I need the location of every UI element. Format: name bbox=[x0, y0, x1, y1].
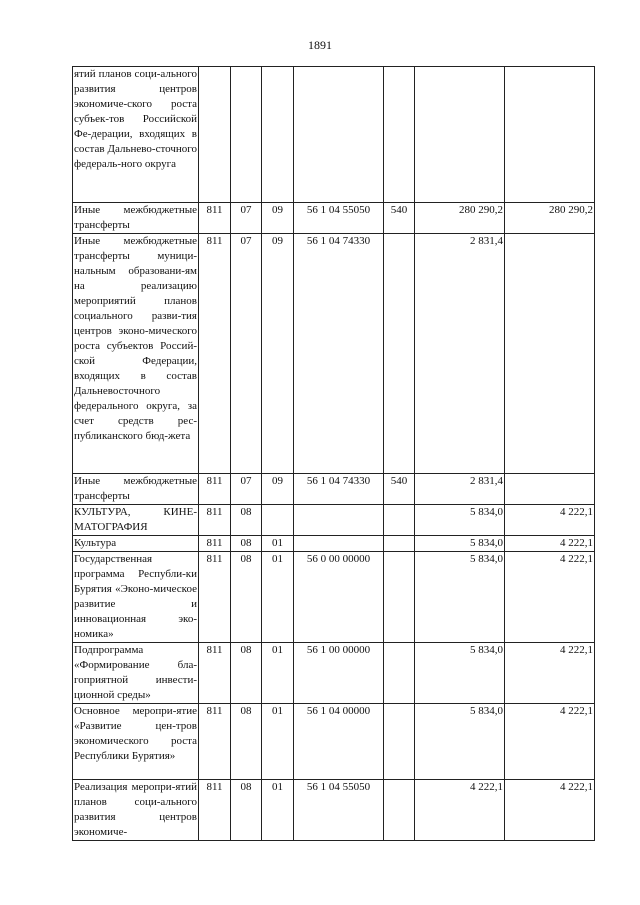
target-article-cell bbox=[294, 67, 384, 203]
amount-first-cell: 5 834,0 bbox=[415, 552, 505, 643]
target-article-cell bbox=[294, 536, 384, 552]
section-code-cell: 08 bbox=[231, 552, 262, 643]
row-name: Основное меропри-ятие «Развитие цен-тров экономического роста Республики Бурятия» bbox=[74, 705, 197, 762]
ministry-code-cell: 811 bbox=[199, 505, 231, 536]
subsection-code-cell: 09 bbox=[262, 234, 294, 474]
table-row bbox=[73, 536, 595, 552]
row-name-cell bbox=[73, 67, 199, 203]
ministry-code-cell: 811 bbox=[199, 552, 231, 643]
row-name: Иные межбюджетные трансферты bbox=[74, 204, 197, 231]
page-number: 1891 bbox=[308, 38, 332, 52]
ministry-code-cell: 811 bbox=[199, 643, 231, 704]
section-code-cell: 08 bbox=[231, 704, 262, 780]
section-code-cell: 08 bbox=[231, 643, 262, 704]
expense-type-cell bbox=[384, 552, 415, 643]
row-name-cell bbox=[73, 780, 199, 841]
subsection-code-cell: 01 bbox=[262, 536, 294, 552]
expense-type-cell bbox=[384, 536, 415, 552]
subsection-code-cell bbox=[262, 67, 294, 203]
row-name-cell bbox=[73, 234, 199, 474]
section-code-cell: 07 bbox=[231, 203, 262, 234]
amount-first-cell bbox=[415, 67, 505, 203]
row-name-cell bbox=[73, 203, 199, 234]
ministry-code-cell: 811 bbox=[199, 203, 231, 234]
target-article-cell: 56 1 04 55050 bbox=[294, 203, 384, 234]
amount-first-cell: 5 834,0 bbox=[415, 536, 505, 552]
amount-second-cell bbox=[505, 474, 595, 505]
table-row bbox=[73, 780, 595, 841]
section-code-cell: 08 bbox=[231, 505, 262, 536]
amount-first-cell: 4 222,1 bbox=[415, 780, 505, 841]
ministry-code-cell: 811 bbox=[199, 780, 231, 841]
ministry-code-cell: 811 bbox=[199, 536, 231, 552]
row-name: Реализация меропри-ятий планов соци-ального развития центров экономиче- bbox=[74, 781, 197, 838]
expense-type-cell bbox=[384, 704, 415, 780]
row-name-cell bbox=[73, 643, 199, 704]
amount-first-cell: 2 831,4 bbox=[415, 234, 505, 474]
row-name-cell bbox=[73, 536, 199, 552]
target-article-cell: 56 1 04 74330 bbox=[294, 234, 384, 474]
row-name: КУЛЬТУРА, КИНЕ-МАТОГРАФИЯ bbox=[74, 506, 197, 533]
expense-type-cell bbox=[384, 780, 415, 841]
expense-type-cell: 540 bbox=[384, 474, 415, 505]
expense-type-cell: 540 bbox=[384, 203, 415, 234]
row-name-cell bbox=[73, 704, 199, 780]
amount-second-cell: 4 222,1 bbox=[505, 536, 595, 552]
amount-second-cell bbox=[505, 67, 595, 203]
row-name: ятий планов соци-ального развития центров экономиче-ского роста субъек-тов Российской Фе-дерации, входящих в состав Дальнево-сточного федераль-ного округа bbox=[74, 68, 197, 170]
table-row bbox=[73, 505, 595, 536]
budget-table-body bbox=[73, 67, 595, 841]
section-code-cell: 07 bbox=[231, 234, 262, 474]
amount-first-cell: 5 834,0 bbox=[415, 643, 505, 704]
row-name-cell bbox=[73, 552, 199, 643]
section-code-cell: 08 bbox=[231, 536, 262, 552]
ministry-code-cell: 811 bbox=[199, 474, 231, 505]
subsection-code-cell: 01 bbox=[262, 552, 294, 643]
row-name: Культура bbox=[74, 537, 117, 549]
amount-first-cell: 2 831,4 bbox=[415, 474, 505, 505]
target-article-cell: 56 1 04 00000 bbox=[294, 704, 384, 780]
table-row bbox=[73, 474, 595, 505]
amount-second-cell: 4 222,1 bbox=[505, 780, 595, 841]
budget-table bbox=[72, 66, 595, 841]
amount-second-cell: 280 290,2 bbox=[505, 203, 595, 234]
subsection-code-cell: 01 bbox=[262, 704, 294, 780]
amount-second-cell: 4 222,1 bbox=[505, 505, 595, 536]
expense-type-cell bbox=[384, 234, 415, 474]
target-article-cell: 56 1 04 74330 bbox=[294, 474, 384, 505]
row-name-cell bbox=[73, 505, 199, 536]
ministry-code-cell bbox=[199, 67, 231, 203]
subsection-code-cell: 01 bbox=[262, 780, 294, 841]
target-article-cell bbox=[294, 505, 384, 536]
table-row bbox=[73, 67, 595, 203]
subsection-code-cell: 01 bbox=[262, 643, 294, 704]
row-name: Иные межбюджетные трансферты муници-нальным образовани-ям на реализацию мероприятий планов социального разви-тия центров эконо-мического роста субъектов Россий-ской Федерации, входящих в состав Дальневосточного федерального округа, за счет средств рес-публиканского бюд-жета bbox=[74, 235, 197, 442]
table-row bbox=[73, 203, 595, 234]
section-code-cell: 08 bbox=[231, 780, 262, 841]
target-article-cell: 56 1 00 00000 bbox=[294, 643, 384, 704]
row-name: Подпрограмма «Формирование бла-гоприятной инвести-ционной среды» bbox=[74, 644, 197, 701]
amount-second-cell: 4 222,1 bbox=[505, 552, 595, 643]
expense-type-cell bbox=[384, 643, 415, 704]
table-row bbox=[73, 643, 595, 704]
section-code-cell: 07 bbox=[231, 474, 262, 505]
section-code-cell bbox=[231, 67, 262, 203]
target-article-cell: 56 0 00 00000 bbox=[294, 552, 384, 643]
row-name: Иные межбюджетные трансферты bbox=[74, 475, 197, 502]
row-name-cell bbox=[73, 474, 199, 505]
expense-type-cell bbox=[384, 67, 415, 203]
subsection-code-cell bbox=[262, 505, 294, 536]
ministry-code-cell: 811 bbox=[199, 234, 231, 474]
amount-first-cell: 280 290,2 bbox=[415, 203, 505, 234]
target-article-cell: 56 1 04 55050 bbox=[294, 780, 384, 841]
ministry-code-cell: 811 bbox=[199, 704, 231, 780]
amount-second-cell bbox=[505, 234, 595, 474]
expense-type-cell bbox=[384, 505, 415, 536]
table-row bbox=[73, 234, 595, 474]
subsection-code-cell: 09 bbox=[262, 474, 294, 505]
subsection-code-cell: 09 bbox=[262, 203, 294, 234]
amount-first-cell: 5 834,0 bbox=[415, 704, 505, 780]
table-row bbox=[73, 552, 595, 643]
amount-first-cell: 5 834,0 bbox=[415, 505, 505, 536]
amount-second-cell: 4 222,1 bbox=[505, 643, 595, 704]
table-row bbox=[73, 704, 595, 780]
row-name: Государственная программа Республи-ки Бурятия «Эконо-мическое развитие и инновационная эко-номика» bbox=[74, 553, 197, 640]
amount-second-cell: 4 222,1 bbox=[505, 704, 595, 780]
